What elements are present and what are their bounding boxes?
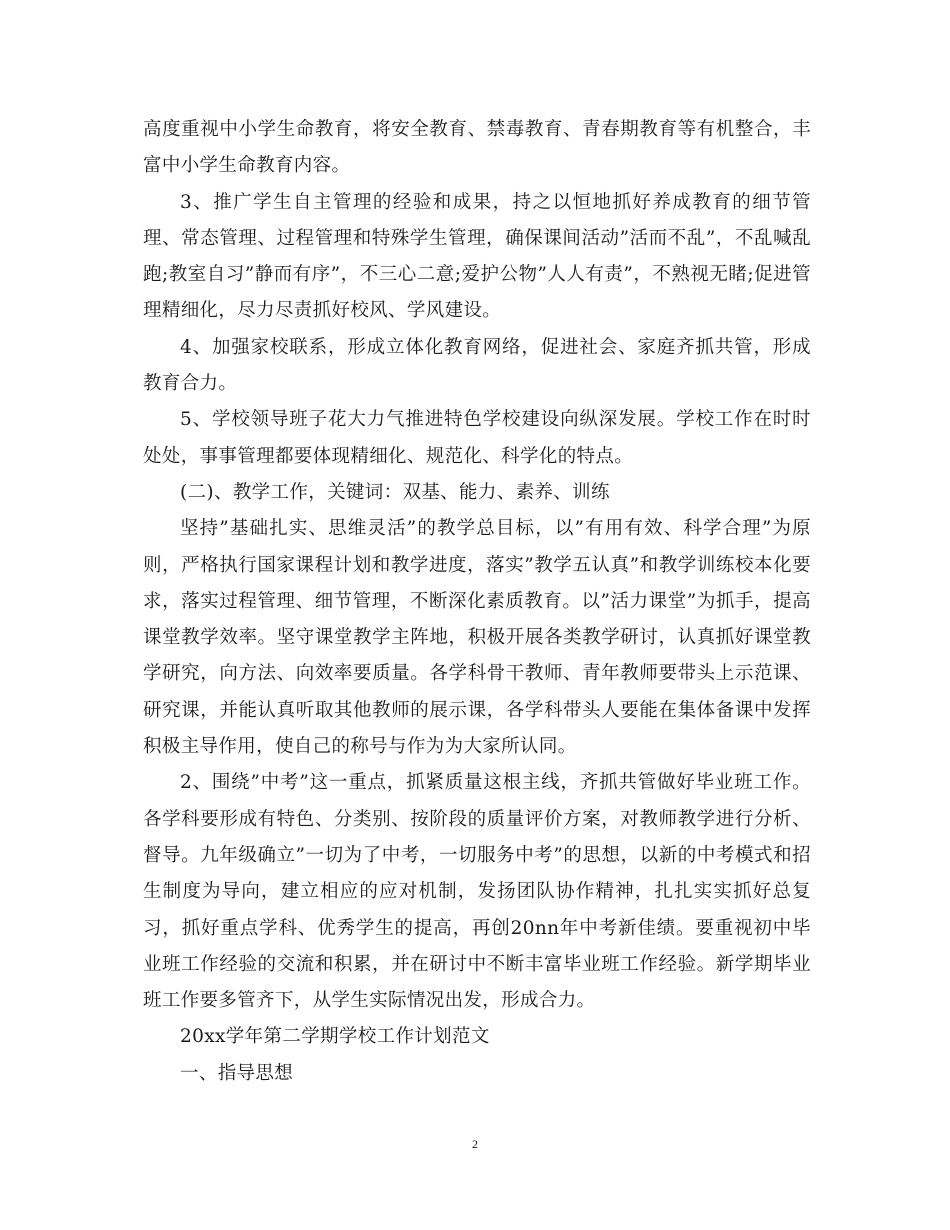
section-heading-guiding-ideology: 一、指导思想: [180, 1062, 294, 1084]
paragraph-teaching-goals: 坚持”基础扎实、思维灵活”的教学总目标，以”有用有效、科学合理”为原则，严格执行国家课程计划和教学进度，落实”教学五认真”和教学训练校本化要求，落实过程管理、细节管理，不断深化素质教育。以”活力课堂”为抓手，提高课堂教学效率。坚守课堂教学主阵地，积极开展各类教学研讨，认真抓好课堂教学研究，向方法、向效率要质量。各学科骨干教师、青年教师要带头上示范课、研究课，并能认真听取其他教师的展示课，各学科带头人要能在集体备课中发挥积极主导作用，使自己的称号与作为为大家所认同。: [143, 518, 811, 758]
document-body: [143, 112, 811, 1092]
paragraph-item-2-entrance-exam: 2、围绕”中考”这一重点，抓紧质量这根主线，齐抓共管做好毕业班工作。各学科要形成有特色、分类别、按阶段的质量评价方案，对教师教学进行分析、督导。九年级确立”一切为了中考，一切服务中考”的思想，以新的中考模式和招生制度为导向，建立相应的应对机制，发扬团队协作精神，扎扎实实抓好总复习，抓好重点学科、优秀学生的提高，再创20nn年中考新佳绩。要重视初中毕业班工作经验的交流和积累，并在研讨中不断丰富毕业班工作经验。新学期毕业班工作要多管齐下，从学生实际情况出发，形成合力。: [143, 772, 811, 1012]
paragraph-item-3-student-self-management: 3、推广学生自主管理的经验和成果，持之以恒地抓好养成教育的细节管理、常态管理、过程管理和特殊学生管理，确保课间活动”活而不乱”，不乱喊乱跑;教室自习”静而有序”，不三心二意;爱护公物”人人有责”，不熟视无睹;促进管理精细化，尽力尽责抓好校风、学风建设。: [143, 191, 811, 322]
section-heading-teaching-work: (二)、教学工作，关键词：双基、能力、素养、训练: [180, 481, 610, 503]
paragraph-item-4-home-school-contact: 4、加强家校联系，形成立体化教育网络，促进社会、家庭齐抓共管，形成教育合力。: [143, 336, 811, 395]
document-subtitle-work-plan: 20xx学年第二学期学校工作计划范文: [180, 1026, 490, 1048]
paragraph-life-education-continued: 高度重视中小学生命教育，将安全教育、禁毒教育、青春期教育等有机整合，丰富中小学生命教育内容。: [143, 119, 811, 177]
page-number: 2: [472, 1137, 478, 1151]
paragraph-item-5-featured-school: 5、学校领导班子花大力气推进特色学校建设向纵深发展。学校工作在时时处处，事事管理都要体现精细化、规范化、科学化的特点。: [143, 409, 811, 467]
